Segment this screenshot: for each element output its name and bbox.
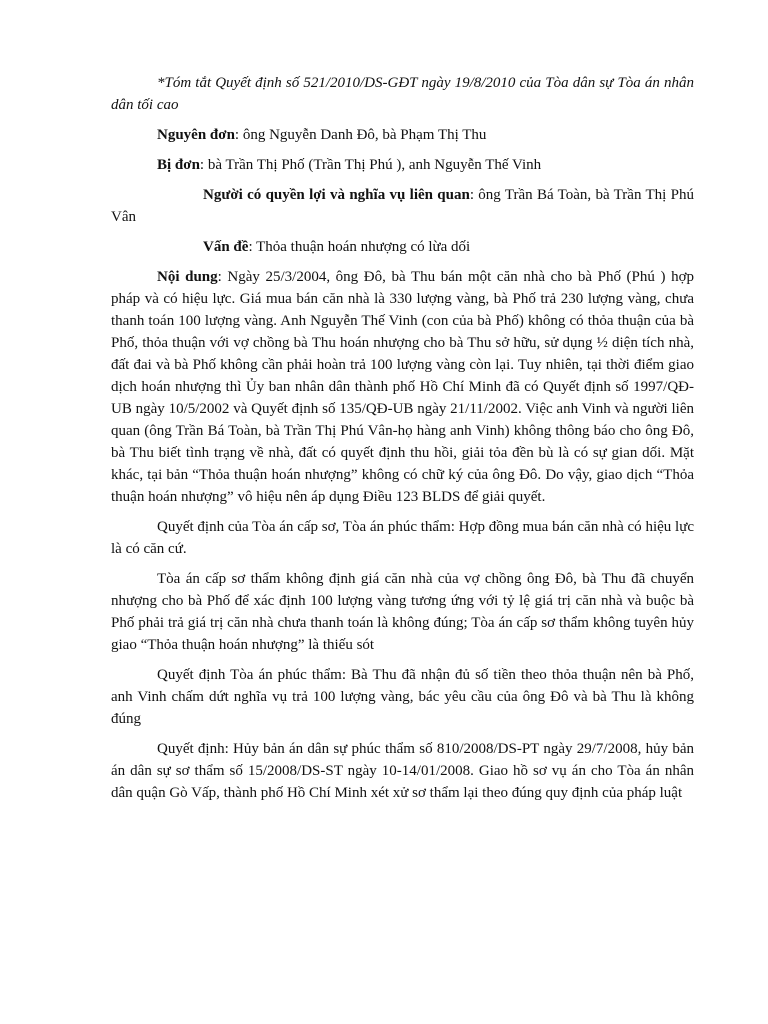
defendant-line (111, 154, 694, 176)
paragraph-first-instance-ruling: Quyết định của Tòa án cấp sơ, Tòa án phúc thẩm: Hợp đồng mua bán căn nhà có hiệu lực là có căn cứ. (111, 519, 694, 557)
paragraph-appeal-ruling: Quyết định Tòa án phúc thẩm: Bà Thu đã nhận đủ số tiền theo thỏa thuận nên bà Phố, anh Vinh chấm dứt nghĩa vụ trả 100 lượng vàng, bác yêu cầu của ông Đô và bà Thu là không đúng (111, 667, 694, 727)
issue-value: : Thỏa thuận hoán nhượng có lừa dối (248, 239, 471, 255)
paragraph-first-instance-error: Tòa án cấp sơ thẩm không định giá căn nhà của vợ chồng ông Đô, bà Thu đã chuyển nhượng cho bà Phố để xác định 100 lượng vàng tương ứng với tỷ lệ giá trị căn nhà và buộc bà Phố phải trả giá trị căn nhà chưa thanh toán là không đúng; Tòa án cấp sơ thẩm không tuyên hủy giao “Thỏa thuận hoán nhượng” là thiếu sót (111, 571, 694, 653)
plaintiff-value: : ông Nguyễn Danh Đô, bà Phạm Thị Thu (234, 127, 487, 143)
content-value: : Ngày 25/3/2004, ông Đô, bà Thu bán một căn nhà cho bà Phố (Phú ) hợp pháp và có hiệu lực. Giá mua bán căn nhà là 330 lượng vàng, bà Phố trả 230 lượng vàng, chưa thanh toán 100 lượng vàng. Anh Nguyễn Thế Vinh (con của bà Phố) không có thỏa thuận của bà Phố, thỏa thuận với vợ chồng bà Thu hoán nhượng cho bà Thu sở hữu, sử dụng ½ diện tích nhà, đất đai và bà Phố không cần phải hoàn trả 100 lượng vàng còn lại. Tuy nhiên, tại thời điểm giao dịch hoán nhượng thì Ủy ban nhân dân thành phố Hồ Chí Minh đã có Quyết định số 1997/QĐ-UB ngày 10/5/2002 và Quyết định số 135/QĐ-UB ngày 21/11/2002. Việc anh Vinh và người liên quan (ông Trần Bá Toàn, bà Trần Thị Phú Vân-họ hàng anh Vinh) không thông báo cho ông Đô, bà Thu biết tình trạng về nhà, đất có quyết định thu hồi, giải tỏa đền bù là có sự gian dối. Mặt khác, tại bản “Thỏa thuận hoán nhượng” không có chữ ký của ông Đô. Do vậy, giao dịch “Thỏa thuận hoán nhượng” vô hiệu nên áp dụng Điều 123 BLDS để giải quyết. (111, 269, 695, 505)
paragraph-final-decision: Quyết định: Hủy bản án dân sự phúc thẩm số 810/2008/DS-PT ngày 29/7/2008, hủy bản án dân sự sơ thẩm số 15/2008/DS-ST ngày 10-14/01/2008. Giao hồ sơ vụ án cho Tòa án nhân dân quận Gò Vấp, thành phố Hồ Chí Minh xét xử sơ thẩm lại theo đúng quy định của pháp luật (111, 741, 694, 801)
content-paragraph (111, 266, 694, 508)
summary-title-text: *Tóm tắt Quyết định số 521/2010/DS-GĐT ngày 19/8/2010 của Tòa dân sự Tòa án nhân dân tối cao (111, 75, 694, 113)
defendant-value: : bà Trần Thị Phố (Trần Thị Phú ), anh Nguyễn Thế Vinh (199, 157, 542, 173)
related-party-value: : ông Trần Bá Toàn, bà Trần Thị Phú Vân (111, 187, 694, 225)
document-body (111, 72, 694, 812)
plaintiff-label: Nguyên đơn (157, 127, 235, 143)
summary-title (111, 72, 694, 116)
issue-line (111, 236, 694, 258)
related-party-label: Người có quyền lợi và nghĩa vụ liên quan (203, 187, 470, 203)
content-label: Nội dung (157, 269, 218, 285)
plaintiff-line (111, 124, 694, 146)
issue-label: Vấn đề (203, 239, 249, 255)
related-party-line (111, 184, 694, 228)
defendant-label: Bị đơn (157, 157, 200, 173)
